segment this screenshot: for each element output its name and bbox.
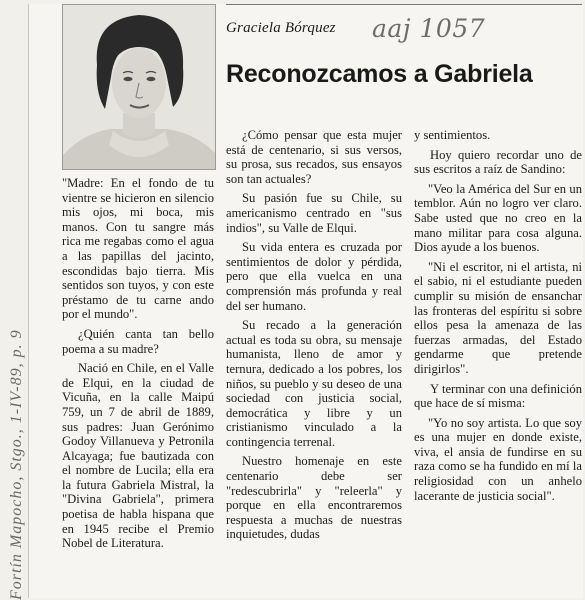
paragraph: Nació en Chile, en el Valle de Elqui, en la ciudad de Vicuña, en la calle Maipú 759, un 7 de abril de 1889, sus padres: Juan Gerónimo Godoy Villanueva y Petronila Alcayaga; fue bautizada con el nombre de Lucila; ella era la futura Gabriela Mistral, la "Divina Gabriela", primera poetisa de habla hispana que en 1945 recibe el Premio Nobel de Literatura.	[62, 361, 214, 551]
paragraph: Su recado a la generación actual es toda su obra, su mensaje humanista, lleno de amor y ternura, dedicado a los pobres, los niños, su pueblo y su deseo de una sociedad con justicia social, democrática y libre y un cristianismo vinculado a la contingencia terrenal.	[226, 318, 402, 449]
paragraph: ¿Cómo pensar que esta mujer está de centenario, si sus versos, su prosa, sus recados, sus ensayos son tan actuales?	[226, 128, 402, 186]
handwritten-reference: aaj 1057	[372, 14, 486, 43]
top-rule	[226, 4, 582, 5]
author-photo	[62, 4, 216, 170]
article-title: Reconozcamos a Gabriela	[226, 60, 533, 88]
handwritten-source-note: Fortín Mapocho, Stgo., 1-IV-89, p. 9	[8, 329, 25, 600]
paragraph: Hoy quiero recordar uno de sus escritos a raíz de Sandino:	[414, 147, 582, 177]
paragraph: Nuestro homenaje en este centenario debe ser "redescubrirla" y "releerla" y porque en ella encontraremos respuesta a muchas de nuestras inquietudes, dudas	[226, 454, 402, 542]
article-column-1	[62, 176, 214, 556]
portrait-image	[63, 5, 215, 169]
paragraph: "Madre: En el fondo de tu vientre se hicieron en silencio mis ojos, mi boca, mis manos. Con tu sangre más rica me regabas como el agua a las papillas del jacinto, escondidas bajo tierra. Mis sentidos son tuyos, y con este préstamo de tu carne ando por el mundo".	[62, 176, 214, 322]
quote-paragraph: "Veo la América del Sur en un temblor. Aún no logro ver claro. Sabe usted que no creo en la mano militar para cosa alguna. Dios ayude a los buenos.	[414, 181, 582, 255]
quote-paragraph: "Ni el escritor, ni el artista, ni el sabio, ni el estudiante pueden cumplir su misión de ensanchar las fronteras del espíritu si sobre ellos pesa la amenaza de las fuerzas armadas, del Estado gendarme que pretende dirigirlos".	[414, 259, 582, 376]
paragraph: Y terminar con una definición que hace de sí misma:	[414, 381, 582, 411]
paragraph: Su vida entera es cruzada por sentimientos de dolor y pérdida, pero que ella vuelca en una comprensión más profunda y real del ser humano.	[226, 240, 402, 313]
paragraph: Su pasión fue su Chile, su americanismo centrado en "sus indios", su Valle de Elqui.	[226, 191, 402, 235]
article-column-3	[414, 128, 582, 508]
clipping-edge	[28, 4, 29, 598]
paragraph: ¿Quién canta tan bello poema a su madre?	[62, 326, 214, 356]
author-byline: Graciela Bórquez	[226, 20, 336, 36]
paragraph: y sentimientos.	[414, 128, 491, 142]
quote-paragraph: "Yo no soy artista. Lo que soy es una mujer en donde existe, viva, el ansia de fundirse en su raza como se ha fundido en mí la religiosidad con un anhelo lacerante de justicia social".	[414, 415, 582, 503]
article-column-2	[226, 128, 402, 547]
